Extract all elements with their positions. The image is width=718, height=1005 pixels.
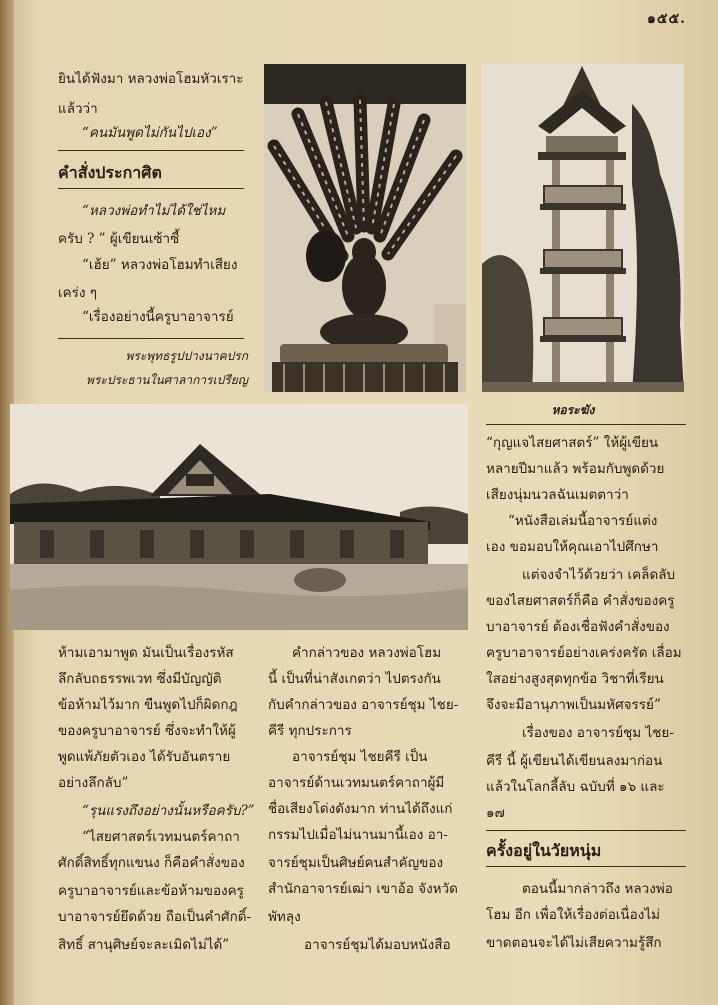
- text-line: ใสอย่างสูงสุดทุกข้อ วิชาที่เรียน: [486, 671, 664, 687]
- divider: [486, 424, 686, 425]
- text-line: ของครูบาอาจารย์ ซึ่งจะทำให้ผู้: [58, 723, 236, 739]
- text-line: ข้อห้ามไว้มาก ขืนพูดไปก็ผิดกฎ: [58, 697, 238, 713]
- text-line: ลึกลับถธรรพเวท ซึ่งมีบัญญัติ: [58, 671, 222, 687]
- quote-line: “คนมันพูดไม่กันไปเอง”: [82, 125, 218, 141]
- divider: [58, 338, 244, 339]
- text-line: อย่างลึกลับ”: [58, 775, 129, 791]
- divider: [486, 830, 686, 831]
- temple-hall-image: [10, 404, 468, 630]
- section-heading: คำสั่งประกาศิต: [58, 163, 162, 182]
- photo-caption: พระประธานในศาลาการเปรียญ: [86, 373, 248, 387]
- text-line: พูดแพ้ภัยตัวเอง ได้รับอันตราย: [58, 749, 231, 765]
- text-line: จารย์ชุมเป็นศิษย์คนสำคัญของ: [268, 855, 444, 871]
- text-line: ตอนนี้มากล่าวถึง หลวงพ่อ: [522, 881, 673, 897]
- text-line: แล้วว่า: [58, 101, 98, 117]
- text-line: “หลวงพ่อทำไม่ได้ใช่ไหม: [82, 203, 226, 219]
- text-line: ห้ามเอามาพูด มันเป็นเรื่องรหัส: [58, 645, 234, 661]
- text-line: “หนังสือเล่มนี้อาจารย์แต่ง: [508, 513, 658, 529]
- text-line: หลายปีมาแล้ว พร้อมกับพูดด้วย: [486, 461, 665, 477]
- text-line: โฮม อีก เพื่อให้เรื่องต่อเนื่องไม่: [486, 907, 661, 923]
- text-line: ครับ ? ” ผู้เขียนเซ้าซี้: [58, 231, 180, 247]
- text-line: ยินได้ฟังมา หลวงพ่อโฮมหัวเราะ: [58, 71, 244, 87]
- text-line: ขาดตอนจะได้ไม่เสียความรู้สึก: [486, 935, 662, 951]
- divider: [58, 188, 244, 189]
- text-line: แต่จงจำไว้ด้วยว่า เคล็ดลับ: [522, 567, 676, 583]
- page-number: ๑๕๕.: [647, 11, 686, 27]
- text-line: เคร่ง ๆ: [58, 285, 98, 301]
- text-line: ศักดิ์สิทธิ์ทุกแขนง ก็คือคำสั่งของ: [58, 855, 245, 871]
- text-line: จึงจะมีอานุภาพเป็นมหัศจรรย์”: [486, 697, 661, 713]
- buddha-naga-image: [264, 64, 466, 392]
- photo-temple-hall: [10, 404, 468, 630]
- text-line: คีรี ทุกประการ: [268, 723, 352, 739]
- text-line: คีรี นี้ ผู้เขียนได้เขียนลงมาก่อน: [486, 753, 663, 769]
- text-line: ครูบาอาจารย์อย่างเคร่งครัด เลื่อม: [486, 645, 682, 661]
- text-line: อาจารย์ชุม ไชยคีรี เป็น: [292, 749, 428, 765]
- text-line: บาอาจารย์ ต้องเชื่อฟังคำสั่งของ: [486, 619, 670, 635]
- text-line: เอง ขอมอบให้คุณเอาไปศึกษา: [486, 539, 659, 555]
- text-line: อาจารย์ชุมได้มอบหนังสือ: [304, 937, 451, 953]
- text-line: “กุญแจไสยศาสตร์” ให้ผู้เขียน: [486, 435, 659, 451]
- text-line: เรื่องของ อาจารย์ชุม ไชย-: [522, 725, 674, 741]
- text-line: ๑๗: [486, 805, 505, 821]
- quote-line: “รุนแรงถึงอย่างนั้นหรือครับ?”: [82, 803, 255, 819]
- photo-caption: หอระฆัง: [551, 403, 595, 417]
- text-line: ชื่อเสียงโด่งดังมาก ท่านได้ถึงแก่: [268, 801, 453, 817]
- text-line: ครูบาอาจารย์และข้อห้ามของครู: [58, 883, 244, 899]
- photo-caption: พระพุทธรูปปางนาคปรก: [125, 349, 248, 363]
- text-line: สำนักอาจารย์เฒ่า เขาอ้อ จังหวัด: [268, 881, 458, 897]
- divider: [58, 150, 244, 151]
- text-line: “เฮ้ย” หลวงพ่อโฮมทำเสียง: [82, 257, 238, 273]
- text-line: คำกล่าวของ หลวงพ่อโฮม: [292, 645, 442, 661]
- text-line: “ไสยศาสตร์เวทมนตร์คาถา: [82, 829, 240, 845]
- text-line: นี้ เป็นที่น่าสังเกตว่า ไปตรงกัน: [268, 671, 441, 687]
- photo-bell-tower: [482, 64, 684, 392]
- text-line: เสียงนุ่มนวลฉันเมตตาว่า: [486, 487, 629, 503]
- divider: [486, 866, 686, 867]
- text-line: แล้วในโลกลี้ลับ ฉบับที่ ๑๖ และ: [486, 779, 665, 795]
- photo-buddha-statue: [264, 64, 466, 392]
- text-line: ของไสยศาสตร์ก็คือ คำสั่งของครู: [486, 593, 675, 609]
- text-line: กรรมไปเมื่อไม่นานมานี้เอง อา-: [268, 827, 448, 843]
- text-line: พัทลุง: [268, 909, 301, 925]
- text-line: อาจารย์ด้านเวทมนตร์คาถาผู้มี: [268, 775, 445, 791]
- text-line: กับคำกล่าวของ อาจารย์ชุม ไชย-: [268, 697, 459, 713]
- bell-tower-image: [482, 64, 684, 392]
- text-line: บาอาจารย์ยึดด้วย ถือเป็นคำศักดิ์-: [58, 909, 252, 925]
- section-heading: ครั้งอยู่ในวัยหนุ่ม: [486, 841, 602, 860]
- text-line: “เรื่องอย่างนี้ครูบาอาจารย์: [82, 309, 234, 325]
- text-line: สิทธิ์ สานุศิษย์จะละเมิดไม่ได้”: [58, 937, 230, 953]
